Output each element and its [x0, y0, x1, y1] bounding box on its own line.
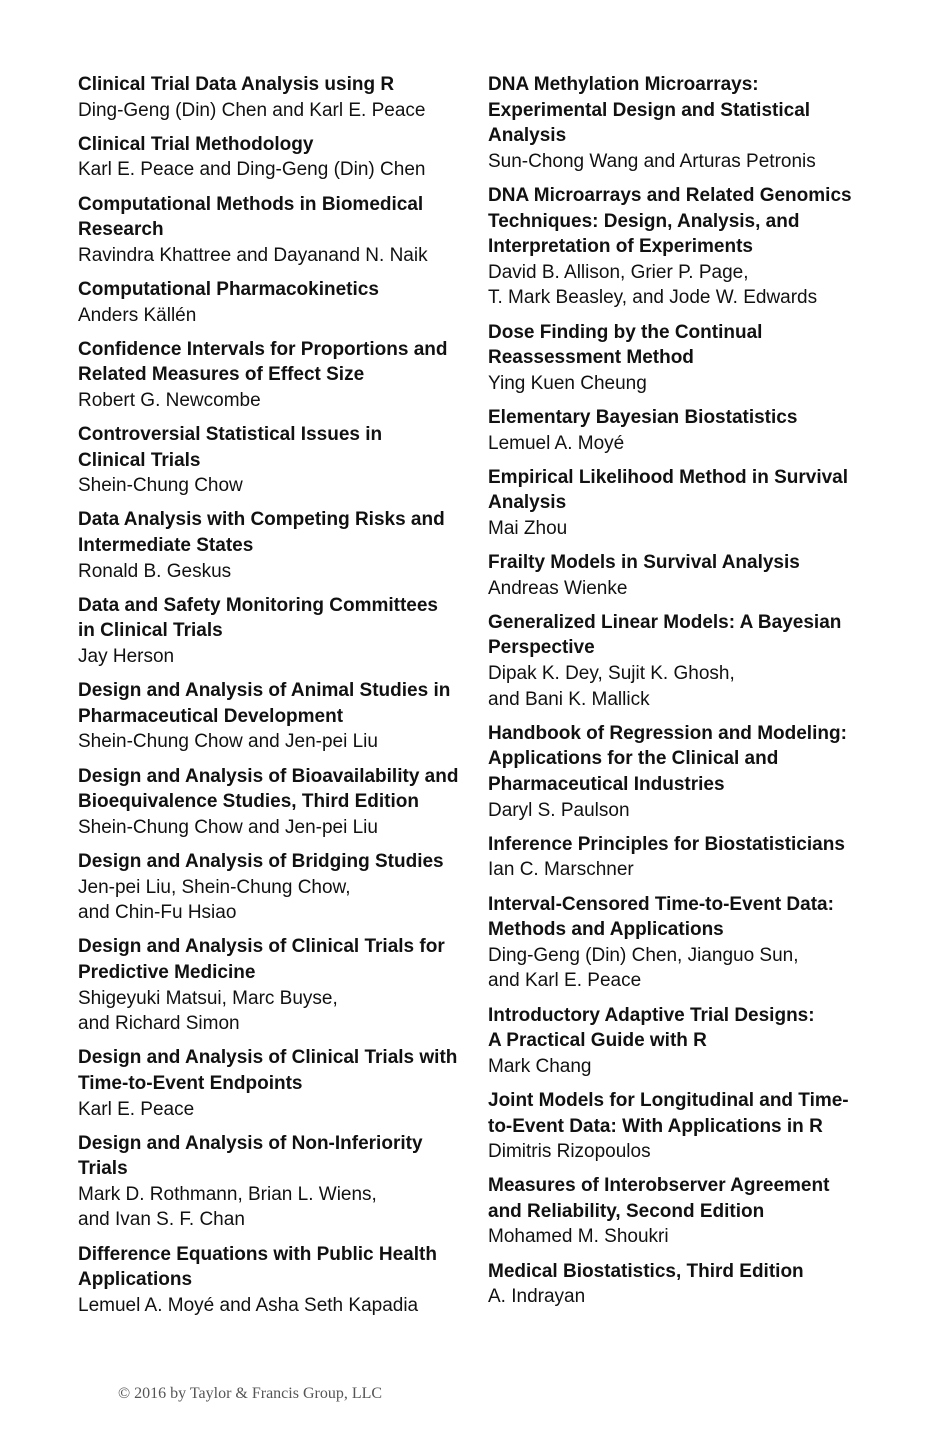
- book-authors: [488, 431, 883, 457]
- book-title-line: Medical Biostatistics, Third Edition: [488, 1260, 804, 1282]
- book-title-line: Design and Analysis of Bridging Studies: [78, 850, 444, 872]
- book-title-line: Inference Principles for Biostatisticians: [488, 833, 845, 855]
- book-authors: [78, 98, 473, 124]
- book-title-line: Dose Finding by the Continual: [488, 321, 763, 343]
- book-authors: [78, 644, 473, 670]
- book-title-line: Pharmaceutical Industries: [488, 774, 725, 795]
- book-entry: [488, 892, 883, 994]
- book-authors: [488, 1284, 883, 1310]
- book-entry: [78, 849, 473, 926]
- book-authors-line: and Chin-Fu Hsiao: [78, 902, 237, 924]
- book-title-line: Computational Pharmacokinetics: [78, 278, 379, 300]
- book-title-line: Clinical Trials: [78, 449, 201, 471]
- book-authors-line: Jen-pei Liu, Shein-Chung Chow,: [78, 876, 351, 898]
- book-title-line: Techniques: Design, Analysis, and: [488, 210, 800, 232]
- book-title-line: Clinical Trial Methodology: [78, 133, 314, 155]
- book-title-line: Design and Analysis of Clinical Trials with: [78, 1047, 458, 1069]
- book-authors-line: Shein-Chung Chow: [78, 475, 243, 497]
- book-authors: [488, 1224, 883, 1250]
- book-authors: [78, 1097, 473, 1123]
- book-authors: [78, 243, 473, 269]
- book-title: [78, 422, 473, 473]
- book-authors: [78, 1182, 473, 1233]
- book-title: [78, 72, 473, 98]
- book-title-line: Introductory Adaptive Trial Designs:: [488, 1004, 815, 1026]
- book-authors-line: Shein-Chung Chow and Jen-pei Liu: [78, 816, 378, 838]
- book-authors-line: T. Mark Beasley, and Jode W. Edwards: [488, 287, 818, 309]
- book-title-line: Trials: [78, 1158, 128, 1180]
- book-title-line: Research: [78, 219, 164, 241]
- book-authors-line: Shein-Chung Chow and Jen-pei Liu: [78, 731, 378, 753]
- book-title-line: Design and Analysis of Clinical Trials for: [78, 936, 445, 958]
- book-title: [488, 465, 883, 516]
- book-authors-line: Mark D. Rothmann, Brian L. Wiens,: [78, 1183, 377, 1205]
- book-entry: [488, 610, 883, 712]
- book-title-line: Data and Safety Monitoring Committees: [78, 594, 438, 616]
- book-title-line: Interpretation of Experiments: [488, 236, 753, 258]
- book-title: [78, 277, 473, 303]
- book-title-line: in Clinical Trials: [78, 620, 223, 642]
- book-title: [488, 72, 883, 149]
- book-title-line: Handbook of Regression and Modeling:: [488, 722, 847, 744]
- book-entry: [78, 1131, 473, 1233]
- book-title: [78, 507, 473, 558]
- book-entry: [488, 72, 883, 174]
- book-title-line: Difference Equations with Public Health: [78, 1243, 437, 1265]
- book-title-line: Data Analysis with Competing Risks and: [78, 509, 445, 531]
- book-entry: [78, 337, 473, 414]
- book-entry: [78, 764, 473, 841]
- book-title: [78, 132, 473, 158]
- book-authors: [78, 1293, 473, 1319]
- book-authors: [488, 371, 883, 397]
- book-title-line: Time-to-Event Endpoints: [78, 1072, 303, 1094]
- book-title: [488, 721, 883, 798]
- book-authors-line: Jay Herson: [78, 646, 175, 668]
- book-authors-line: Ravindra Khattree and Dayanand N. Naik: [78, 244, 428, 266]
- book-authors: [488, 1139, 883, 1165]
- right-column: [488, 72, 883, 1318]
- book-title: [488, 1088, 883, 1139]
- book-authors-line: Anders Källén: [78, 304, 197, 326]
- book-title-line: DNA Methylation Microarrays:: [488, 74, 759, 95]
- book-title-line: Intermediate States: [78, 535, 254, 557]
- book-authors: [488, 576, 883, 602]
- book-authors-line: Lemuel A. Moyé and Asha Seth Kapadia: [78, 1294, 419, 1316]
- book-entry: [78, 593, 473, 670]
- book-authors-line: David B. Allison, Grier P. Page,: [488, 261, 749, 283]
- book-title-line: Applications: [78, 1269, 193, 1291]
- book-authors-line: Sun-Chong Wang and Arturas Petronis: [488, 150, 816, 172]
- book-title: [78, 849, 473, 875]
- book-authors-line: Mark Chang: [488, 1055, 592, 1077]
- book-title-line: Applications for the Clinical and: [488, 748, 779, 770]
- book-authors-line: Ronald B. Geskus: [78, 560, 232, 582]
- book-authors: [78, 157, 473, 183]
- book-entry: [488, 465, 883, 542]
- book-title: [78, 1045, 473, 1096]
- book-authors: [78, 986, 473, 1037]
- book-title-line: Experimental Design and Statistical: [488, 99, 811, 121]
- book-title-line: A Practical Guide with R: [488, 1030, 707, 1052]
- book-authors: [78, 815, 473, 841]
- book-title: [78, 934, 473, 985]
- book-title: [488, 892, 883, 943]
- book-title-line: Related Measures of Effect Size: [78, 364, 365, 386]
- book-authors-line: Mai Zhou: [488, 517, 568, 539]
- book-authors: [78, 729, 473, 755]
- book-entry: [78, 1045, 473, 1122]
- book-title-line: Analysis: [488, 492, 567, 514]
- book-authors: [488, 1054, 883, 1080]
- book-entry: [488, 1259, 883, 1310]
- book-title-line: Design and Analysis of Bioavailability and: [78, 765, 459, 787]
- book-authors-line: Mohamed M. Shoukri: [488, 1226, 669, 1248]
- book-title-line: DNA Microarrays and Related Genomics: [488, 184, 852, 206]
- book-authors: [488, 149, 883, 175]
- book-title: [78, 764, 473, 815]
- book-title: [78, 1242, 473, 1293]
- book-title-line: Empirical Likelihood Method in Survival: [488, 466, 849, 488]
- book-title-line: to-Event Data: With Applications in R: [488, 1115, 823, 1137]
- book-authors-line: Ding-Geng (Din) Chen, Jianguo Sun,: [488, 944, 799, 966]
- book-authors-line: Dimitris Rizopoulos: [488, 1141, 651, 1163]
- book-entry: [488, 832, 883, 883]
- book-authors: [488, 857, 883, 883]
- book-title-line: Joint Models for Longitudinal and Time-: [488, 1089, 849, 1111]
- book-authors: [78, 559, 473, 585]
- book-title-line: Design and Analysis of Non-Inferiority: [78, 1132, 423, 1154]
- book-title-line: Reassessment Method: [488, 347, 694, 369]
- book-authors-line: Dipak K. Dey, Sujit K. Ghosh,: [488, 663, 735, 685]
- book-authors: [488, 661, 883, 712]
- book-entry: [488, 1173, 883, 1250]
- book-title: [488, 550, 883, 576]
- book-entry: [488, 721, 883, 823]
- book-entry: [488, 320, 883, 397]
- book-title-line: Measures of Interobserver Agreement: [488, 1175, 830, 1197]
- book-entry: [78, 678, 473, 755]
- book-title-line: Clinical Trial Data Analysis using R: [78, 74, 395, 95]
- book-title-line: Analysis: [488, 125, 567, 147]
- book-entry: [78, 277, 473, 328]
- book-authors-line: Ying Kuen Cheung: [488, 372, 647, 394]
- book-authors-line: Andreas Wienke: [488, 577, 628, 599]
- copyright-footer: © 2016 by Taylor & Francis Group, LLC: [118, 1385, 383, 1402]
- book-authors: [78, 303, 473, 329]
- book-authors-line: Ding-Geng (Din) Chen and Karl E. Peace: [78, 99, 426, 121]
- book-title: [488, 832, 883, 858]
- book-title: [488, 610, 883, 661]
- book-authors-line: Ian C. Marschner: [488, 859, 634, 881]
- book-title-line: Design and Analysis of Animal Studies in: [78, 680, 451, 702]
- book-title-line: and Reliability, Second Edition: [488, 1200, 765, 1222]
- book-title-line: Perspective: [488, 637, 595, 659]
- book-authors: [488, 943, 883, 994]
- book-title-line: Pharmaceutical Development: [78, 705, 344, 727]
- book-authors: [488, 516, 883, 542]
- book-authors: [78, 875, 473, 926]
- book-title-line: Interval-Censored Time-to-Event Data:: [488, 893, 834, 915]
- book-title: [488, 183, 883, 260]
- book-title: [78, 678, 473, 729]
- book-title-line: Elementary Bayesian Biostatistics: [488, 406, 798, 428]
- book-title: [78, 337, 473, 388]
- book-title-line: Confidence Intervals for Proportions and: [78, 338, 448, 360]
- book-authors-line: and Ivan S. F. Chan: [78, 1209, 245, 1231]
- book-title: [78, 593, 473, 644]
- book-title-line: Computational Methods in Biomedical: [78, 193, 424, 215]
- book-title-line: Controversial Statistical Issues in: [78, 424, 383, 446]
- book-title-line: Frailty Models in Survival Analysis: [488, 552, 800, 574]
- book-entry: [78, 132, 473, 183]
- book-authors: [488, 798, 883, 824]
- book-authors: [78, 473, 473, 499]
- book-entry: [488, 1003, 883, 1080]
- book-authors-line: Shigeyuki Matsui, Marc Buyse,: [78, 987, 338, 1009]
- book-entry: [488, 405, 883, 456]
- book-authors-line: Lemuel A. Moyé: [488, 432, 625, 454]
- book-entry: [78, 192, 473, 269]
- book-entry: [488, 550, 883, 601]
- book-entry: [78, 934, 473, 1036]
- book-title-line: Bioequivalence Studies, Third Edition: [78, 791, 419, 813]
- book-entry: [78, 1242, 473, 1319]
- book-title: [488, 1003, 883, 1054]
- book-entry: [78, 72, 473, 123]
- book-entry: [488, 1088, 883, 1165]
- left-column: [78, 72, 473, 1327]
- book-authors-line: and Bani K. Mallick: [488, 688, 650, 710]
- book-title-line: Predictive Medicine: [78, 961, 256, 983]
- book-authors-line: Daryl S. Paulson: [488, 799, 630, 821]
- book-title: [78, 192, 473, 243]
- book-title-line: Generalized Linear Models: A Bayesian: [488, 611, 842, 633]
- book-title: [488, 320, 883, 371]
- book-authors-line: and Richard Simon: [78, 1013, 240, 1035]
- book-entry: [488, 183, 883, 311]
- book-authors-line: Karl E. Peace and Ding-Geng (Din) Chen: [78, 159, 426, 181]
- book-authors-line: Robert G. Newcombe: [78, 389, 261, 411]
- book-entry: [78, 507, 473, 584]
- book-title: [488, 1259, 883, 1285]
- book-authors: [488, 260, 883, 311]
- book-title: [488, 1173, 883, 1224]
- book-entry: [78, 422, 473, 499]
- book-title: [488, 405, 883, 431]
- book-authors-line: and Karl E. Peace: [488, 970, 642, 992]
- book-title: [78, 1131, 473, 1182]
- book-authors: [78, 388, 473, 414]
- book-title-line: Methods and Applications: [488, 919, 724, 941]
- book-authors-line: A. Indrayan: [488, 1286, 586, 1308]
- book-authors-line: Karl E. Peace: [78, 1098, 195, 1120]
